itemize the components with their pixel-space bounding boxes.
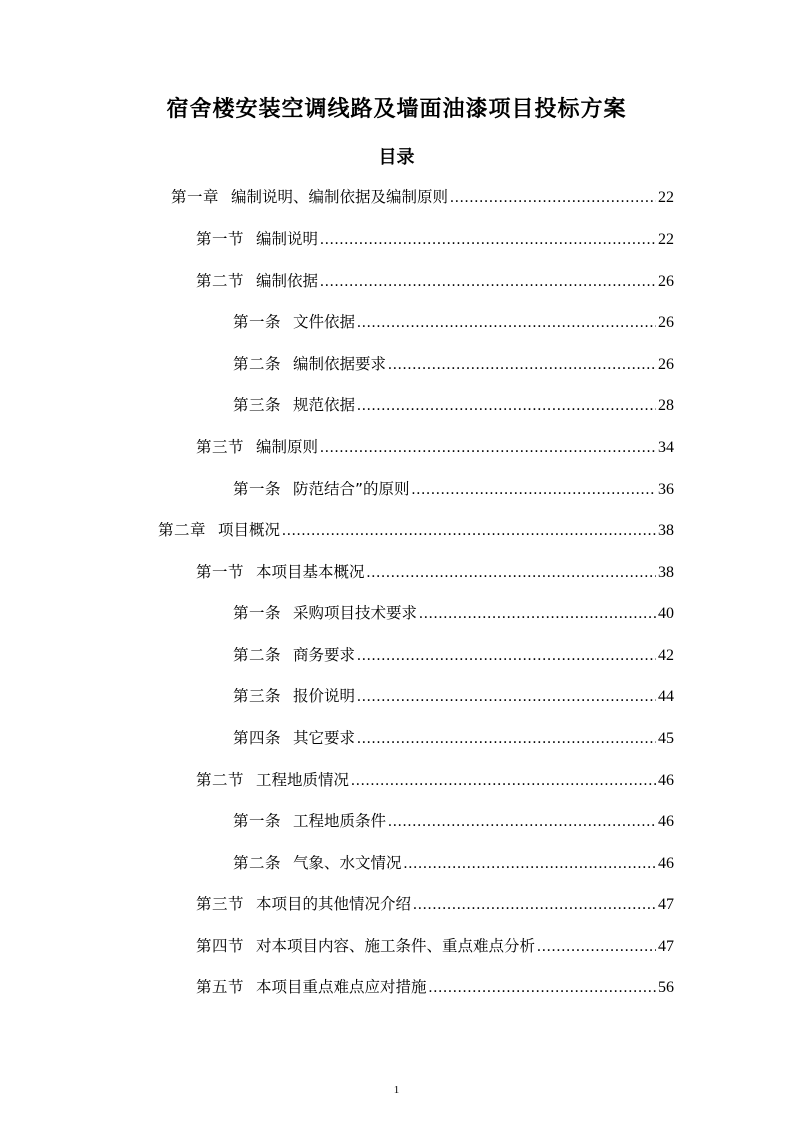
toc-entry-page: 22 bbox=[658, 189, 674, 206]
toc-leader-dots bbox=[357, 308, 656, 338]
toc-leader-dots bbox=[357, 391, 656, 421]
toc-entry-number: 第二条 bbox=[233, 854, 282, 872]
toc-leader-dots bbox=[413, 890, 656, 920]
toc-entry-page: 22 bbox=[658, 231, 674, 248]
toc-entry-section[interactable] bbox=[196, 889, 674, 919]
toc-leader-dots bbox=[357, 641, 656, 671]
toc-entry-title: 编制说明、编制依据及编制原则 bbox=[231, 188, 449, 206]
document-title: 宿舍楼安装空调线路及墙面油漆项目投标方案 bbox=[166, 97, 627, 122]
toc-entry-number: 第四条 bbox=[233, 729, 282, 747]
toc-entry-number: 第三节 bbox=[196, 438, 245, 456]
toc-entry-title: 编制说明 bbox=[256, 230, 319, 248]
toc-entry-title: 商务要求 bbox=[293, 646, 356, 664]
toc-entry-number: 第一节 bbox=[196, 563, 245, 581]
toc-heading: 目录 bbox=[378, 147, 415, 168]
toc-leader-dots bbox=[537, 932, 656, 962]
toc-leader-dots bbox=[388, 807, 656, 837]
toc-entry-article[interactable] bbox=[233, 390, 674, 420]
toc-entry-title: 气象、水文情况 bbox=[293, 854, 402, 872]
toc-entry-page: 26 bbox=[658, 314, 674, 331]
toc-entry-number: 第一条 bbox=[233, 313, 282, 331]
toc-entry-number: 第二条 bbox=[233, 646, 282, 664]
toc-entry-section[interactable] bbox=[196, 224, 674, 254]
toc-entry-title: 其它要求 bbox=[293, 729, 356, 747]
toc-leader-dots bbox=[351, 766, 656, 796]
toc-entry-number: 第四节 bbox=[196, 937, 245, 955]
toc-entry-number: 第一条 bbox=[233, 480, 282, 498]
toc-entry-number: 第三节 bbox=[196, 895, 245, 913]
toc-entry-page: 42 bbox=[658, 647, 674, 664]
toc-entry-section[interactable] bbox=[196, 266, 674, 296]
toc-entry-number: 第三条 bbox=[233, 396, 282, 414]
toc-entry-number: 第一章 bbox=[171, 188, 220, 206]
toc-entry-title: 编制依据要求 bbox=[293, 355, 387, 373]
toc-entry-title: 采购项目技术要求 bbox=[293, 604, 418, 622]
toc-leader-dots bbox=[404, 849, 656, 879]
toc-leader-dots bbox=[450, 183, 656, 213]
page-number: 1 bbox=[393, 1084, 400, 1096]
toc-entry-title: 本项目重点难点应对措施 bbox=[256, 978, 427, 996]
toc-leader-dots bbox=[320, 225, 656, 255]
toc-entry-page: 40 bbox=[658, 605, 674, 622]
toc-entry-page: 38 bbox=[658, 564, 674, 581]
toc-leader-dots bbox=[357, 682, 656, 712]
toc-entry-section[interactable] bbox=[196, 557, 674, 587]
toc-entry-title: 编制原则 bbox=[256, 438, 319, 456]
toc-leader-dots bbox=[388, 350, 656, 380]
toc-entry-title: 本项目的其他情况介绍 bbox=[256, 895, 412, 913]
toc-entry-page: 44 bbox=[658, 688, 674, 705]
toc-entry-page: 46 bbox=[658, 855, 674, 872]
toc-entry-article[interactable] bbox=[233, 681, 674, 711]
toc-entry-page: 46 bbox=[658, 772, 674, 789]
toc-entry-number: 第一条 bbox=[233, 812, 282, 830]
toc-leader-dots bbox=[320, 433, 656, 463]
toc-entry-article[interactable] bbox=[233, 848, 674, 878]
toc-leader-dots bbox=[320, 267, 656, 297]
toc-leader-dots bbox=[357, 724, 656, 754]
toc-entry-number: 第一节 bbox=[196, 230, 245, 248]
toc-leader-dots bbox=[429, 973, 656, 1003]
toc-entry-article[interactable] bbox=[233, 723, 674, 753]
toc-entry-title: 工程地质情况 bbox=[256, 771, 350, 789]
toc-leader-dots bbox=[282, 516, 656, 546]
toc-entry-title: 本项目基本概况 bbox=[256, 563, 365, 581]
toc-entry-title: 编制依据 bbox=[256, 272, 319, 290]
toc-entry-page: 38 bbox=[658, 522, 674, 539]
toc-entry-page: 47 bbox=[658, 896, 674, 913]
toc-entry-page: 26 bbox=[658, 356, 674, 373]
toc-entry-title: 项目概况 bbox=[218, 521, 281, 539]
toc-entry-section[interactable] bbox=[196, 972, 674, 1002]
toc-entry-number: 第二条 bbox=[233, 355, 282, 373]
toc-entry-article[interactable] bbox=[233, 598, 674, 628]
toc-entry-page: 56 bbox=[658, 979, 674, 996]
toc-entry-number: 第二节 bbox=[196, 771, 245, 789]
toc-leader-dots bbox=[367, 558, 656, 588]
toc-entry-number: 第一条 bbox=[233, 604, 282, 622]
toc-entry-title: 对本项目内容、施工条件、重点难点分析 bbox=[256, 937, 536, 955]
toc-entry-page: 36 bbox=[658, 481, 674, 498]
toc-entry-title: 规范依据 bbox=[293, 396, 356, 414]
toc-entry-section[interactable] bbox=[196, 432, 674, 462]
toc-leader-dots bbox=[419, 599, 656, 629]
toc-entry-article[interactable] bbox=[233, 307, 674, 337]
toc-entry-article[interactable] bbox=[233, 474, 674, 504]
toc-entry-article[interactable] bbox=[233, 349, 674, 379]
toc-entry-title: 工程地质条件 bbox=[293, 812, 387, 830]
toc-entry-page: 47 bbox=[658, 938, 674, 955]
toc-entry-section[interactable] bbox=[196, 765, 674, 795]
toc-entry-title: 报价说明 bbox=[293, 687, 356, 705]
toc-entry-number: 第五节 bbox=[196, 978, 245, 996]
toc-entry-number: 第二章 bbox=[158, 521, 207, 539]
toc-entry-article[interactable] bbox=[233, 806, 674, 836]
toc-entry-section[interactable] bbox=[196, 931, 674, 961]
toc-entry-title: 防范结合”的原则 bbox=[293, 480, 410, 498]
toc-entry-number: 第三条 bbox=[233, 687, 282, 705]
toc-entry-title: 文件依据 bbox=[293, 313, 356, 331]
toc-entry-page: 46 bbox=[658, 813, 674, 830]
toc-entry-chapter-2[interactable] bbox=[158, 515, 674, 545]
toc-entry-number: 第二节 bbox=[196, 272, 245, 290]
toc-entry-page: 45 bbox=[658, 730, 674, 747]
toc-entry-chapter-1[interactable] bbox=[171, 182, 674, 212]
toc-entry-page: 26 bbox=[658, 273, 674, 290]
toc-entry-page: 34 bbox=[658, 439, 674, 456]
toc-entry-article[interactable] bbox=[233, 640, 674, 670]
toc-entry-page: 28 bbox=[658, 397, 674, 414]
toc-leader-dots bbox=[412, 475, 656, 505]
